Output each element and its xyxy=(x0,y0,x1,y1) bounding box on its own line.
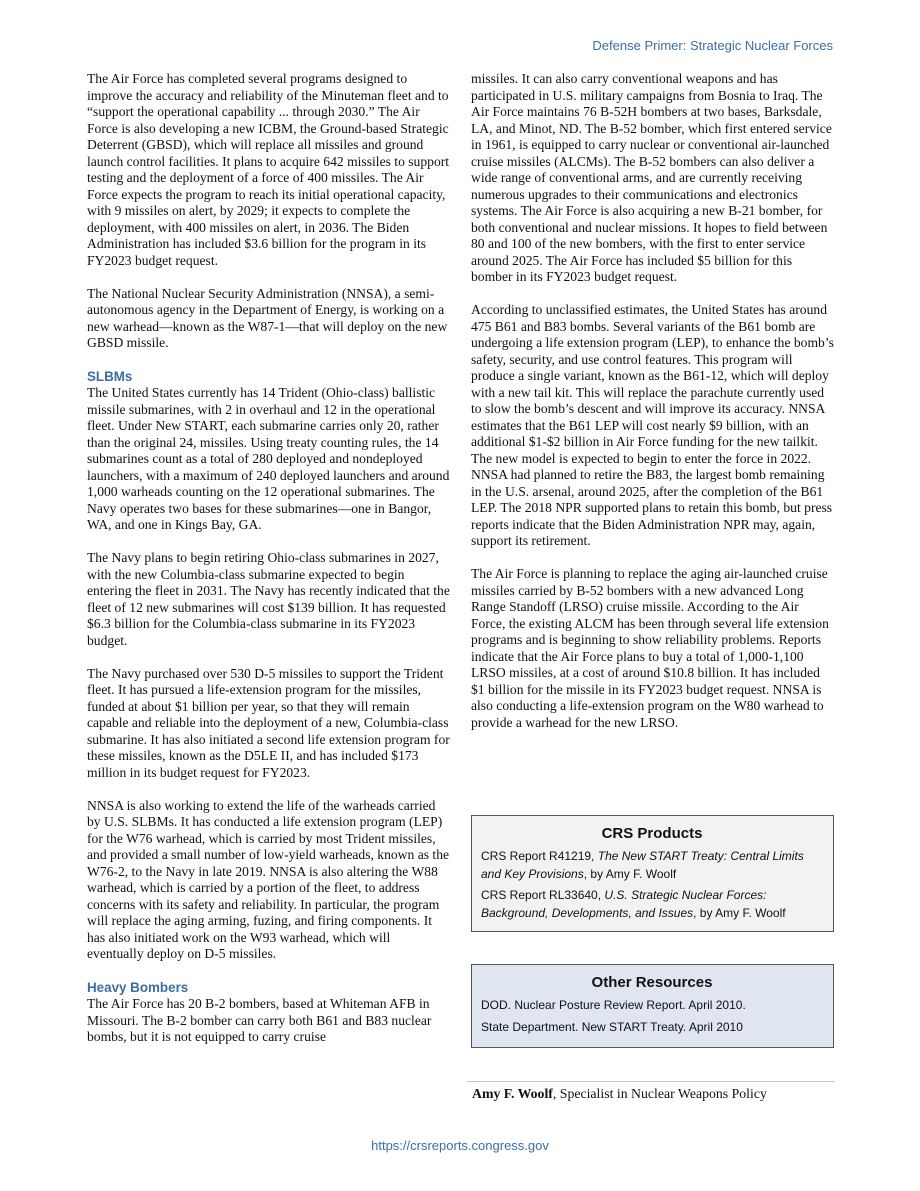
crs-product-item[interactable] xyxy=(481,848,823,883)
paragraph-slbm-warheads: NNSA is also working to extend the life of the warheads carried by U.S. SLBMs. It has conducted a life extension program (LEP) for the W76 warhead, which is carried by most Trident missiles, and provided a small number of low-yield warheads, known as the W76-2, to the Navy in late 2019. NNSA is also altering the W88 warhead, which is carried by a portion of the fleet, to address concerns with its safety and reliability. In particular, the program will replace the aging arming, fuzing, and firing components. It has also initiated work on the W93 warhead, which will eventually deploy on D-5 missiles. xyxy=(87,797,450,961)
other-resource-item: DOD. Nuclear Posture Review Report. April 2010. xyxy=(481,998,746,1012)
other-resource-item: State Department. New START Treaty. April 2010 xyxy=(481,1019,743,1034)
crs-product-author: , by Amy F. Woolf xyxy=(583,866,677,881)
author-role: , Specialist in Nuclear Weapons Policy xyxy=(552,1086,767,1101)
paragraph-b52-b21: missiles. It can also carry conventional weapons and has participated in U.S. military campaigns from Bosnia to Iraq. The Air Force maintains 76 B-52H bombers at two bases, Barksdale, LA, and Minot, ND. The B-52 bomber, which first entered service in 1961, is equipped to carry nuclear or conventional air-launched cruise missiles (ALCMs). The B-52 bombers can also deliver a wide range of conventional arms, and are currently receiving numerous upgrades to their communications and electronics systems. The Air Force is also acquiring a new B-21 bomber, for both conventional and nuclear missions. It hopes to field between 80 and 100 of the new bombers, with the first to enter service around 2025. The Air Force has included $5 billion for this bomber in its FY2023 budget request. xyxy=(471,71,832,284)
left-column xyxy=(87,71,450,1062)
section-heading-slbms: SLBMs xyxy=(87,369,133,384)
crs-product-prefix: CRS Report RL33640, xyxy=(481,888,605,902)
other-resources-box xyxy=(471,964,834,1048)
paragraph-columbia-class: The Navy plans to begin retiring Ohio-class submarines in 2027, with the new Columbia-class submarine expected to begin entering the fleet in 2031. The Navy has recently indicated that the fleet of 12 new submarines will cost $139 billion. It has requested $6.3 billion for the Columbia-class submarine in its FY2023 budget. xyxy=(87,550,450,648)
author-name: Amy F. Woolf xyxy=(472,1086,553,1101)
paragraph-b2-bombers: The Air Force has 20 B-2 bombers, based at Whiteman AFB in Missouri. The B-2 bomber can carry both B61 and B83 nuclear bombs, but it is not equipped to carry cruise xyxy=(87,996,432,1044)
running-header: Defense Primer: Strategic Nuclear Forces xyxy=(592,38,833,53)
section-heading-heavy-bombers: Heavy Bombers xyxy=(87,980,189,995)
crs-products-title: CRS Products xyxy=(601,825,703,842)
paragraph-trident-fleet: The United States currently has 14 Trident (Ohio-class) ballistic missile submarines, with 2 in overhaul and 12 in the operational fleet. Under New START, each submarine carries only 20, rather than the original 24, missiles. Using treaty counting rules, the 14 submarines count as a total of 280 deployed and nondeployed launchers, with a maximum of 240 deployed launchers and around 1,000 warheads counting on the 12 operational submarines. The Navy operates two bases for these submarines—one in Bangor, WA, and one in Kings Bay, GA. xyxy=(87,385,450,532)
crs-product-prefix: CRS Report R41219, xyxy=(481,849,598,863)
paragraph-lrso: The Air Force is planning to replace the aging air-launched cruise missiles carried by B-52 bombers with a new advanced Long Range Standoff (LRSO) cruise missile. According to the Air Force, the existing ALCM has been through several life extension programs and is beginning to show reliability problems. Reports indicate that the Air Force plans to buy a total of 1,000-1,100 LRSO missiles, at a cost of around $10.8 billion. It has included $1 billion for the missile in its FY2023 budget request. NNSA is also conducting a life-extension program on the W80 warhead to provide a warhead for the new LRSO. xyxy=(471,566,829,730)
crs-product-author: , by Amy F. Woolf xyxy=(693,905,786,920)
paragraph-d5-missiles: The Navy purchased over 530 D-5 missiles to support the Trident fleet. It has pursued a life-extension program for the missiles, funded at about $1 billion per year, so that they will remain capable and reliable into the deployment of a new, Columbia-class submarine. It has also initiated a second life extension program for these missiles, known as the D5LE II, and has included $173 million in its budget request for FY2023. xyxy=(87,665,450,780)
crs-products-box xyxy=(471,815,834,932)
paragraph-icbm-programs: The Air Force has completed several programs designed to improve the accuracy and reliability of the Minuteman fleet and to “support the operational capability ... through 2030.” The Air Force is also developing a new ICBM, the Ground-based Strategic Deterrent (GBSD), which will replace all missiles and ground launch control facilities. It plans to acquire 642 missiles to support testing and the deployment of a force of 400 missiles. The Air Force expects the program to reach its initial operational capacity, with 9 missiles on alert, by 2029; it expects to complete the deployment, with 400 missiles on alert, in 2036. The Biden Administration has included $3.6 billion for the program in its FY2023 budget request. xyxy=(87,71,450,268)
other-resources-title: Other Resources xyxy=(591,974,713,991)
crs-product-title: The New START Treaty: Central Limits and Key Provisions xyxy=(481,849,804,881)
paragraph-nnsa-w87: The National Nuclear Security Administration (NNSA), a semi-autonomous agency in the Department of Energy, is working on a new warhead—known as the W87-1—that will deploy on the new GBSD missile. xyxy=(87,285,448,350)
author-divider xyxy=(467,1081,835,1082)
right-column xyxy=(471,71,834,748)
author-line xyxy=(472,1086,767,1102)
crs-product-title: U.S. Strategic Nuclear Forces: Background, Developments, and Issues xyxy=(481,888,767,920)
paragraph-b61-bombs: According to unclassified estimates, the United States has around 475 B61 and B83 bombs. Several variants of the B61 bomb are undergoing a life extension program (LEP), to enhance the bomb’s safety, security, and use control features. This program will produce a single variant, known as the B61-12, which will deploy with a new tail kit. This will replace the parachute currently used to slow the bomb’s descent and will improve its accuracy. NNSA estimates that the B61 LEP will cost nearly $9 billion, with an additional $1-$2 billion in Air Force funding for the new tailkit. The new model is expected to begin to enter the force in 2022. NNSA had planned to retire the B83, the largest bomb remaining in the U.S. arsenal, around 2025, after the completion of the B61 LEP. The 2018 NPR supported plans to retain this bomb, but press reports indicate that the Biden Administration NPR may, again, support its retirement. xyxy=(471,302,834,548)
footer-url[interactable]: https://crsreports.congress.gov xyxy=(371,1138,549,1153)
crs-product-item[interactable] xyxy=(481,887,823,922)
